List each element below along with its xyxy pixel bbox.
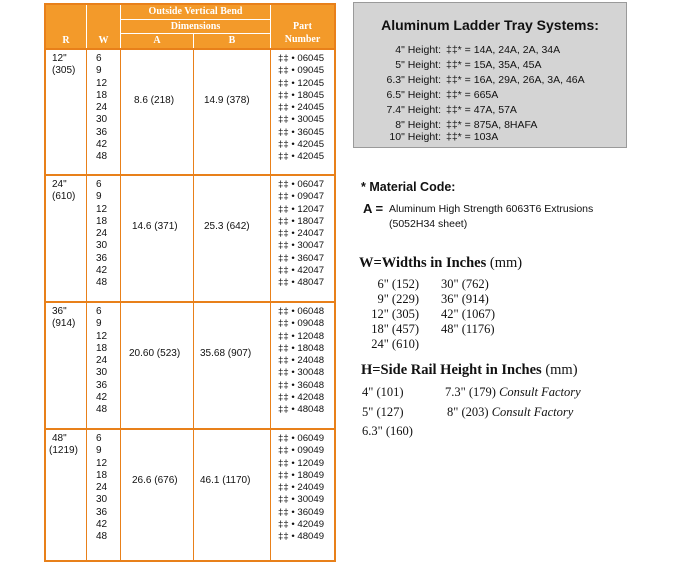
b-value: 35.68 (907) [200, 348, 252, 359]
part-number: ‡‡ • 18049 [278, 469, 325, 481]
part-number: ‡‡ • 12049 [278, 457, 325, 469]
part-number: ‡‡ • 24047 [278, 228, 325, 240]
header-a-label: A [153, 35, 161, 46]
part-number: ‡‡ • 18045 [278, 89, 325, 101]
tray-height-label: 6.5" Height: [386, 89, 441, 101]
part-number: ‡‡ • 42049 [278, 519, 325, 531]
column-divider [86, 48, 88, 560]
width-value: 9 [96, 191, 102, 203]
r-mm-value: (914) [52, 318, 76, 329]
r-value: 12" [52, 53, 67, 64]
width-item: 48" (1176) [441, 322, 495, 336]
width-value: 36 [96, 379, 108, 391]
width-item: 18" (457) [371, 322, 419, 336]
width-value: 24 [96, 102, 108, 114]
heights-list-left [362, 383, 413, 442]
row-divider [46, 301, 334, 303]
width-value: 48 [96, 151, 108, 163]
widths-list-left [359, 277, 419, 352]
tray-height-value: ‡‡* = 875A, 8HAFA [446, 119, 538, 131]
tray-height-label: 6.3" Height: [386, 74, 441, 86]
width-value: 12 [96, 77, 108, 89]
width-item: 42" (1067) [441, 307, 496, 321]
header-dimensions-label: Dimensions [170, 21, 221, 32]
width-list [96, 53, 107, 164]
part-number: ‡‡ • 06048 [278, 306, 325, 317]
tray-height-value: ‡‡* = 103A [446, 131, 499, 143]
width-item: 9" (229) [377, 292, 419, 306]
height-size: 7.3" (179) [445, 385, 496, 399]
tray-height-label: 8" Height: [395, 119, 441, 131]
width-value: 48 [96, 277, 108, 289]
part-number: ‡‡ • 24045 [278, 102, 325, 114]
tray-height-label: 4" Height: [395, 44, 441, 56]
header-r-label: R [62, 35, 70, 46]
header-divider [121, 19, 270, 20]
r-value: 48" [52, 433, 67, 444]
widths-heading-label: W=Widths in Inches [359, 255, 487, 271]
header-part-label: Part [293, 21, 312, 32]
width-value: 12 [96, 203, 108, 215]
header-b-label: B [228, 35, 236, 46]
width-value: 36 [96, 126, 108, 138]
part-number: ‡‡ • 42047 [278, 265, 325, 277]
header-group [121, 5, 270, 19]
header-number-label: Number [284, 34, 321, 45]
part-number: ‡‡ • 09048 [278, 318, 325, 330]
width-value: 48 [96, 531, 108, 543]
header-part-cell [271, 19, 334, 48]
header-r-label-cell [46, 34, 86, 48]
heights-heading-unit: (mm) [545, 362, 578, 378]
a-value: 14.6 (371) [132, 221, 178, 232]
material-code-desc: Aluminum High Strength 6063T6 Extrusions [389, 203, 594, 215]
heights-heading [361, 362, 578, 379]
width-value: 42 [96, 519, 108, 531]
dimensions-table [44, 3, 336, 562]
width-value: 36 [96, 506, 108, 518]
header-divider [193, 34, 194, 48]
part-number: ‡‡ • 36049 [278, 506, 325, 518]
part-list [278, 179, 324, 290]
width-value: 48 [96, 404, 108, 416]
width-value: 42 [96, 139, 108, 151]
row-divider [46, 174, 334, 176]
part-number: ‡‡ • 06047 [278, 179, 325, 190]
heights-heading-label: H=Side Rail Height in Inches [361, 362, 542, 378]
part-number: ‡‡ • 42045 [278, 139, 325, 151]
r-value: 36" [52, 306, 67, 317]
width-item: 6" (152) [377, 277, 419, 291]
width-item: 12" (305) [371, 307, 419, 321]
tray-height-value: ‡‡* = 665A [446, 89, 499, 101]
b-value: 25.3 (642) [204, 221, 250, 232]
width-list [96, 433, 107, 544]
width-value: 6 [96, 306, 102, 317]
a-value: 26.6 (676) [132, 475, 178, 486]
tray-systems-title: Aluminum Ladder Tray Systems: [381, 17, 599, 33]
a-value: 8.6 (218) [134, 95, 175, 106]
header-w-label-cell [87, 34, 120, 48]
tray-height-value: ‡‡* = 47A, 57A [446, 104, 517, 116]
header-w-label: W [98, 35, 109, 46]
part-number: ‡‡ • 30048 [278, 367, 325, 379]
tray-height-value: ‡‡* = 16A, 29A, 26A, 3A, 46A [446, 74, 585, 86]
widths-heading-unit: (mm) [489, 255, 523, 271]
width-item: 24" (610) [371, 337, 419, 351]
header-divider [270, 5, 271, 48]
height-item [445, 403, 581, 423]
part-number: ‡‡ • 48048 [278, 404, 325, 416]
width-value: 30 [96, 114, 108, 126]
a-value: 20.60 (523) [129, 348, 181, 359]
part-number: ‡‡ • 48049 [278, 531, 325, 543]
width-value: 9 [96, 445, 102, 457]
width-value: 6 [96, 53, 102, 64]
tray-height-value: ‡‡* = 14A, 24A, 2A, 34A [446, 44, 561, 56]
tray-height-label: 10" Height: [389, 131, 441, 143]
part-number: ‡‡ • 30045 [278, 114, 325, 126]
width-value: 9 [96, 65, 102, 77]
height-size: 8" (203) [447, 404, 489, 419]
width-value: 18 [96, 342, 108, 354]
height-item: 5" (127) [362, 404, 404, 419]
part-number: ‡‡ • 30049 [278, 494, 325, 506]
part-number: ‡‡ • 24048 [278, 355, 325, 367]
tray-systems-box [353, 2, 627, 148]
width-value: 30 [96, 367, 108, 379]
material-code-sheet: (5052H34 sheet) [389, 218, 468, 230]
header-group-label: Outside Vertical Bend [148, 6, 243, 17]
b-value: 46.1 (1170) [200, 475, 251, 486]
width-list [96, 306, 107, 417]
part-number: ‡‡ • 36047 [278, 252, 325, 264]
width-value: 9 [96, 318, 102, 330]
row-divider [46, 428, 334, 430]
consult-factory-note: Consult Factory [491, 404, 574, 419]
widths-list-right [441, 277, 495, 337]
part-number: ‡‡ • 12047 [278, 203, 325, 215]
column-divider [193, 48, 195, 560]
part-number: ‡‡ • 36048 [278, 379, 325, 391]
part-list [278, 433, 324, 544]
part-number: ‡‡ • 09049 [278, 445, 325, 457]
consult-factory-note: Consult Factory [499, 385, 581, 399]
height-item [445, 383, 581, 403]
width-value: 30 [96, 494, 108, 506]
width-item: 36" (914) [441, 292, 489, 306]
part-number: ‡‡ • 36045 [278, 126, 325, 138]
column-divider [120, 48, 122, 560]
part-number: ‡‡ • 09047 [278, 191, 325, 203]
part-number: ‡‡ • 06049 [278, 433, 325, 444]
width-value: 24 [96, 482, 108, 494]
width-value: 6 [96, 433, 102, 444]
part-number: ‡‡ • 24049 [278, 482, 325, 494]
part-number: ‡‡ • 09045 [278, 65, 325, 77]
part-number: ‡‡ • 42048 [278, 392, 325, 404]
part-list [278, 306, 324, 417]
width-value: 42 [96, 392, 108, 404]
width-value: 18 [96, 469, 108, 481]
header-divider [121, 33, 270, 34]
width-value: 30 [96, 240, 108, 252]
width-value: 24 [96, 228, 108, 240]
r-mm-value: (1219) [49, 445, 78, 456]
part-number: ‡‡ • 12045 [278, 77, 325, 89]
header-part-top [271, 5, 334, 19]
r-mm-value: (305) [52, 65, 76, 76]
tray-height-value: ‡‡* = 15A, 35A, 45A [446, 59, 542, 71]
header-divider [86, 5, 87, 48]
part-list [278, 53, 324, 164]
width-value: 12 [96, 457, 108, 469]
width-value: 18 [96, 215, 108, 227]
column-divider [270, 48, 272, 560]
part-number: ‡‡ • 30047 [278, 240, 325, 252]
header-a-cell [121, 34, 193, 48]
width-value: 36 [96, 252, 108, 264]
height-item: 6.3" (160) [362, 424, 413, 438]
width-value: 12 [96, 330, 108, 342]
width-list [96, 179, 107, 290]
part-number: ‡‡ • 06045 [278, 53, 325, 64]
tray-height-label: 7.4" Height: [386, 104, 441, 116]
part-number: ‡‡ • 18047 [278, 215, 325, 227]
r-mm-value: (610) [52, 191, 76, 202]
row-divider [46, 48, 334, 50]
material-code-letter: A = [363, 201, 384, 216]
part-number: ‡‡ • 18048 [278, 342, 325, 354]
b-value: 14.9 (378) [204, 95, 250, 106]
height-item: 4" (101) [362, 385, 404, 399]
heights-list-right [445, 383, 581, 422]
width-value: 24 [96, 355, 108, 367]
width-value: 42 [96, 265, 108, 277]
header-b-cell [194, 34, 270, 48]
part-number: ‡‡ • 48047 [278, 277, 325, 289]
header-divider [120, 5, 121, 48]
material-code-heading: * Material Code: [361, 180, 456, 194]
width-item: 30" (762) [441, 277, 489, 291]
tray-height-label: 5" Height: [395, 59, 441, 71]
header-dimensions [121, 20, 270, 33]
widths-heading [359, 255, 522, 272]
part-number: ‡‡ • 12048 [278, 330, 325, 342]
width-value: 18 [96, 89, 108, 101]
width-value: 6 [96, 179, 102, 190]
r-value: 24" [52, 179, 67, 190]
part-number: ‡‡ • 42045 [278, 151, 325, 163]
